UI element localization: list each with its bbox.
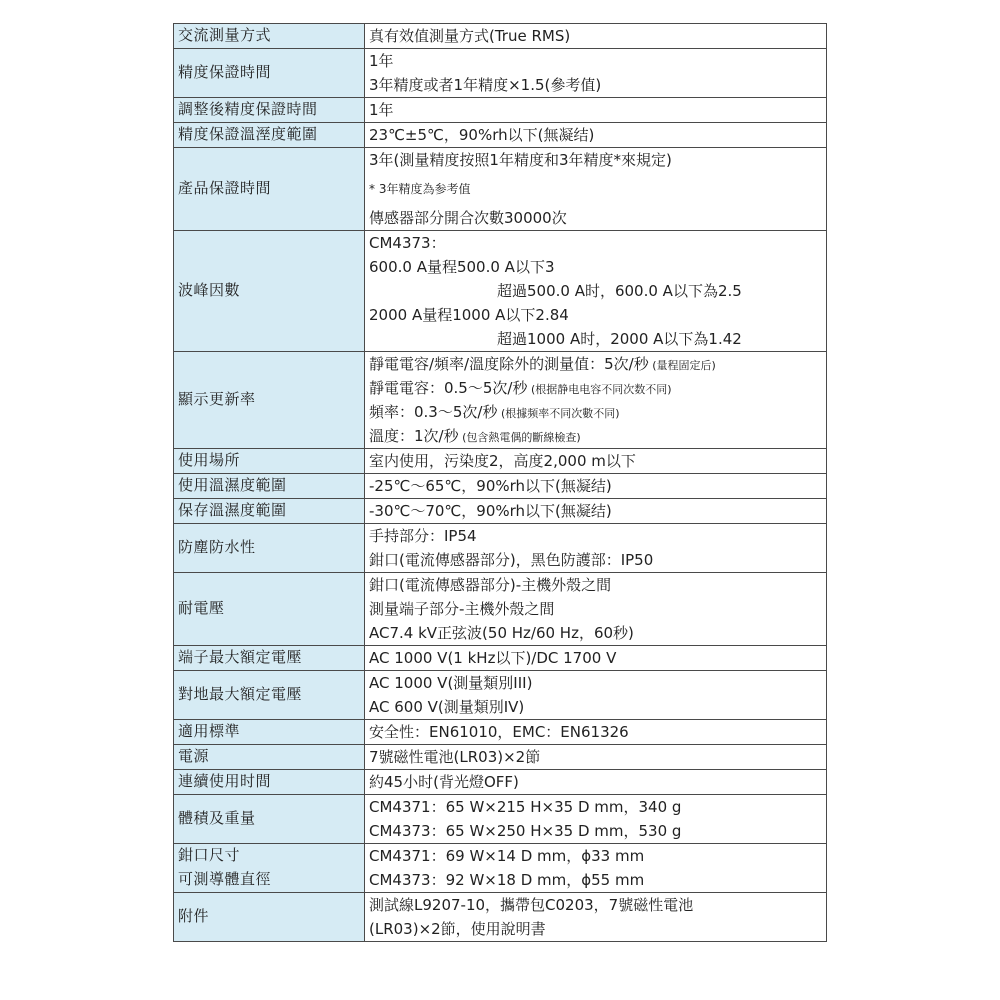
spec-value-text: 1年: [369, 52, 394, 70]
spec-row: [174, 474, 827, 499]
spec-row: [174, 720, 827, 745]
spec-key-text: 電源: [178, 747, 210, 765]
spec-value-line: [369, 148, 826, 172]
spec-key-text: 對地最大額定電壓: [178, 685, 303, 703]
spec-value-text: 7號磁性電池(LR03)×2節: [369, 748, 541, 766]
spec-value-text: 頻率：0.3～5次/秒: [369, 403, 498, 421]
spec-value-text: CM4371：69 W×14 D mm，ϕ33 mm: [369, 847, 645, 865]
spec-value-line: [369, 24, 826, 48]
spec-value: [365, 499, 827, 524]
spec-key: [174, 24, 365, 49]
spec-key-text: 使用溫濕度範圍: [178, 476, 287, 494]
spec-value: [365, 24, 827, 49]
spec-key-text: 防塵防水性: [178, 538, 256, 556]
spec-value-text: 鉗口(電流傳感器部分)，黑色防護部：IP50: [369, 551, 654, 569]
spec-key: [174, 844, 365, 893]
spec-value-text: AC 1000 V(測量類別III): [369, 674, 533, 692]
spec-value-line: [369, 279, 826, 303]
spec-value-text: -25℃～65℃，90%rh以下(無凝结): [369, 477, 612, 495]
spec-value-line: [369, 255, 826, 279]
spec-key-text: 顯示更新率: [178, 390, 256, 408]
spec-value-line: [369, 770, 826, 794]
spec-row: [174, 98, 827, 123]
spec-key-text: 產品保證時間: [178, 179, 272, 197]
spec-key: [174, 745, 365, 770]
spec-value-line: [369, 449, 826, 473]
spec-value: [365, 720, 827, 745]
spec-key-text: 耐電壓: [178, 599, 225, 617]
spec-row: [174, 499, 827, 524]
spec-row: [174, 449, 827, 474]
spec-value: [365, 98, 827, 123]
spec-value: [365, 148, 827, 231]
spec-value-text: -30℃～70℃，90%rh以下(無凝结): [369, 502, 612, 520]
spec-value-line: [369, 720, 826, 744]
spec-key-text: 連續使用时間: [178, 772, 272, 790]
spec-key-text: 鉗口尺寸: [178, 846, 241, 864]
spec-key-text: 交流測量方式: [178, 26, 272, 44]
spec-key: [174, 474, 365, 499]
spec-value-note: (根据静电电容不同次数不同): [527, 383, 672, 396]
spec-row: [174, 893, 827, 942]
spec-row: [174, 646, 827, 671]
spec-key: [174, 123, 365, 148]
spec-value-text: 鉗口(電流傳感器部分)-主機外殼之間: [369, 576, 612, 594]
spec-value-text: 約45小时(背光燈OFF): [369, 773, 519, 791]
spec-key: [174, 231, 365, 352]
spec-value-line: [369, 745, 826, 769]
spec-value-text: CM4373：92 W×18 D mm，ϕ55 mm: [369, 871, 645, 889]
spec-value-line: [369, 49, 826, 73]
spec-value-line: [369, 868, 826, 892]
spec-value-text: AC 600 V(測量類別IV): [369, 698, 525, 716]
spec-key: [174, 148, 365, 231]
spec-row: [174, 770, 827, 795]
spec-value-line: [369, 671, 826, 695]
spec-value-line: [369, 573, 826, 597]
spec-value: [365, 449, 827, 474]
spec-value: [365, 795, 827, 844]
spec-value-text: 測量端子部分-主機外殼之間: [369, 600, 555, 618]
spec-key: [174, 524, 365, 573]
spec-value-note: (量程固定后): [648, 359, 716, 372]
spec-key: [174, 449, 365, 474]
spec-value: [365, 745, 827, 770]
spec-key-text: 可測導體直徑: [178, 870, 272, 888]
spec-value: [365, 123, 827, 148]
spec-value: [365, 474, 827, 499]
spec-value-line: [369, 695, 826, 719]
spec-value-text: 3年(測量精度按照1年精度和3年精度*來規定): [369, 151, 672, 169]
spec-key-text: 端子最大額定電壓: [178, 648, 303, 666]
spec-value-line: [369, 400, 826, 424]
spec-value: [365, 524, 827, 573]
spec-value-line: [369, 795, 826, 819]
spec-key: [174, 352, 365, 449]
spec-row: [174, 844, 827, 893]
spec-value-line: [369, 352, 826, 376]
spec-value-text: 靜電電容：0.5～5次/秒: [369, 379, 528, 397]
spec-key: [174, 720, 365, 745]
spec-value-note: (根據频率不同次數不同): [497, 407, 620, 420]
spec-value-line: [369, 206, 826, 230]
spec-value-line: [369, 499, 826, 523]
spec-value-text: 室内使用，污染度2，高度2,000 m以下: [369, 452, 636, 470]
spec-key: [174, 499, 365, 524]
spec-row: [174, 352, 827, 449]
spec-row: [174, 671, 827, 720]
spec-key-text: 精度保證溫溼度範圍: [178, 125, 318, 143]
spec-value-note: (包含熱電偶的斷線檢查): [458, 431, 581, 444]
spec-row: [174, 524, 827, 573]
spec-value: [365, 770, 827, 795]
spec-row: [174, 573, 827, 646]
spec-row: [174, 148, 827, 231]
spec-value: [365, 646, 827, 671]
spec-value-text: 超過1000 A时，2000 A以下為1.42: [497, 330, 742, 348]
spec-value-text: 3年精度或者1年精度×1.5(參考值): [369, 76, 602, 94]
spec-key: [174, 671, 365, 720]
spec-value-text: 傳感器部分開合次數30000次: [369, 209, 567, 227]
spec-value-text: 測試線L9207-10，攜帶包C0203，7號磁性電池: [369, 896, 694, 914]
spec-key-text: 保存溫濕度範圍: [178, 501, 287, 519]
spec-value-text: 2000 A量程1000 A以下2.84: [369, 306, 569, 324]
spec-value-line: [369, 303, 826, 327]
spec-value: [365, 893, 827, 942]
spec-value-text: CM4371：65 W×215 H×35 D mm，340 g: [369, 798, 682, 816]
spec-value-line: [369, 424, 826, 448]
spec-value: [365, 231, 827, 352]
spec-value-text: 靜電電容/頻率/溫度除外的測量值：5次/秒: [369, 355, 649, 373]
spec-value-line: [369, 524, 826, 548]
spec-value-line: [369, 893, 826, 917]
spec-value-text: 超過500.0 A时，600.0 A以下為2.5: [497, 282, 742, 300]
spec-value-text: AC 1000 V(1 kHz以下)/DC 1700 V: [369, 649, 617, 667]
spec-key-text: 適用標準: [178, 722, 241, 740]
spec-key-text: 使用場所: [178, 451, 241, 469]
spec-key-text: 附件: [178, 907, 210, 925]
spec-value-line: [369, 844, 826, 868]
spec-key: [174, 646, 365, 671]
spec-row: [174, 24, 827, 49]
spec-value-line: [369, 917, 826, 941]
spec-value-line: [369, 73, 826, 97]
spec-value-text: (LR03)×2節，使用說明書: [369, 920, 546, 938]
spec-row: [174, 795, 827, 844]
spec-row: [174, 49, 827, 98]
spec-value-text: 23℃±5℃，90%rh以下(無凝结): [369, 126, 595, 144]
spec-value-text: CM4373：: [369, 234, 446, 252]
spec-value-line: [369, 597, 826, 621]
spec-value-line: [369, 548, 826, 572]
spec-value-line: [369, 474, 826, 498]
spec-value-line: [369, 819, 826, 843]
spec-value-text: CM4373：65 W×250 H×35 D mm，530 g: [369, 822, 682, 840]
spec-value: [365, 573, 827, 646]
spec-key: [174, 893, 365, 942]
spec-value: [365, 352, 827, 449]
spec-value-text: * 3年精度為参考值: [369, 182, 471, 196]
spec-key-text: 體積及重量: [178, 809, 256, 827]
spec-row: [174, 745, 827, 770]
spec-row: [174, 231, 827, 352]
spec-value: [365, 844, 827, 893]
spec-value-line: [369, 123, 826, 147]
spec-value-text: AC7.4 kV正弦波(50 Hz/60 Hz，60秒): [369, 624, 634, 642]
spec-key-text: 精度保證時間: [178, 63, 272, 81]
spec-key-text: 波峰因數: [178, 281, 241, 299]
spec-value-text: 溫度：1次/秒: [369, 427, 459, 445]
spec-value-line: [369, 327, 826, 351]
spec-key: [174, 795, 365, 844]
spec-key: [174, 573, 365, 646]
spec-row: [174, 123, 827, 148]
spec-value-line: [369, 376, 826, 400]
spec-value: [365, 49, 827, 98]
spec-value-text: 手持部分：IP54: [369, 527, 477, 545]
spec-value-line: [369, 231, 826, 255]
spec-value-text: 真有效值測量方式(True RMS): [369, 27, 571, 45]
spec-table: [173, 23, 827, 942]
spec-value-text: 安全性：EN61010，EMC：EN61326: [369, 723, 629, 741]
spec-value-line: [369, 98, 826, 122]
spec-value-line: [369, 172, 826, 206]
spec-value-line: [369, 646, 826, 670]
spec-value-text: 600.0 A量程500.0 A以下3: [369, 258, 555, 276]
spec-value: [365, 671, 827, 720]
spec-key: [174, 98, 365, 123]
spec-key-text: 調整後精度保證時間: [178, 100, 318, 118]
spec-value-text: 1年: [369, 101, 394, 119]
spec-key: [174, 770, 365, 795]
spec-key: [174, 49, 365, 98]
spec-value-line: [369, 621, 826, 645]
